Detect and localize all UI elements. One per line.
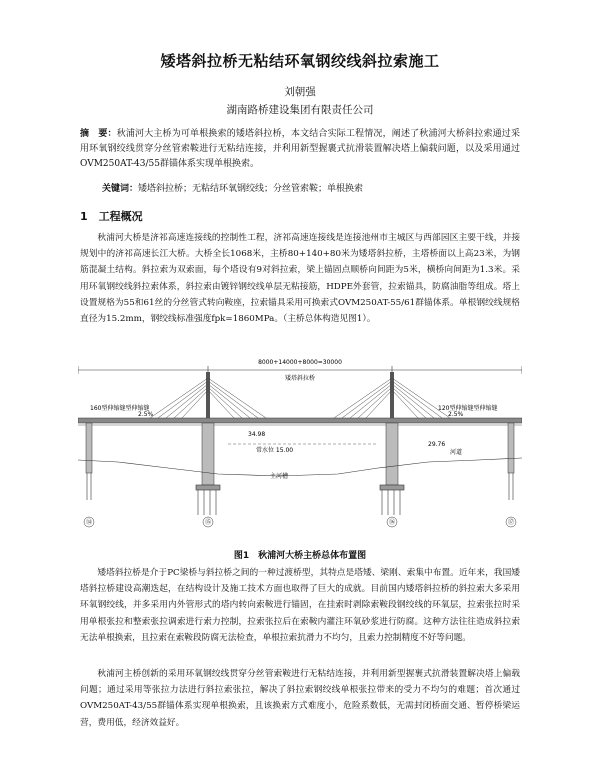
pier-mark-17: ⑰	[507, 519, 515, 526]
low-water-label: 29.76	[428, 441, 446, 448]
paragraph-3: 秋浦河主桥创新的采用环氧钢绞线贯穿分丝管索鞍进行无粘结连接，并利用新型握裹式抗滑装置解决塔上偏载问题；通过采用等张拉力法进行斜拉索张拉，解决了斜拉索钢绞线单根张拉带来的受力不均匀的难题；首次通过OVM250AT-43/55群锚体系实现单根换索，且该换索方式难度小，危险系数低，无需封闭桥面交通、暂停桥梁运营，费用低，经济效益好。	[80, 669, 520, 728]
pier-markers	[84, 517, 516, 527]
keywords-text: 矮塔斜拉桥；无粘结环氧钢绞线；分丝管索鞍；单根换索	[138, 184, 364, 194]
slope-right-label: 2.5%	[448, 411, 464, 418]
keywords	[102, 182, 522, 196]
paper-title: 矮塔斜拉桥无粘结环氧钢绞线斜拉索施工	[160, 52, 440, 70]
pile-foundations	[87, 473, 513, 515]
keywords-label: 关键词：	[102, 184, 139, 194]
abstract	[80, 127, 520, 172]
span-dimension-label: 8000+14000+8000=30000	[258, 359, 342, 366]
author-name: 刘朝强	[284, 86, 316, 98]
right-joint-label: 120型伸缩缝型伸缩缝	[438, 405, 498, 412]
paragraph-1: 秋浦河大桥是济祁高速连接线的控制性工程，济祁高速连接线是连接池州市主城区与西部园区主要干线，并接规划中的济祁高速长江大桥。大桥全长1068米，主桥80+140+80米为矮塔斜拉桥，主塔桥面以上高23米，为钢筋混凝土结构。斜拉索为双索面，每个塔设有9对斜拉索，梁上锚固点顺桥向间距为5米，横桥向间距为1.3米。采用环氧钢绞线斜拉索体系，斜拉索由镀锌钢绞线单层无粘接筋，HDPE外套管，拉索锚具，防腐油脂等组成。塔上设置规格为55和61丝的分丝管式转向鞍座，拉索锚具采用可换索式OVM250AT-55/61群锚体系。单根钢绞线规格直径为15.2mm，钢绞线标准强度fpk=1860MPa。（主桥总体构造见图1）。	[80, 233, 520, 325]
ground-profile	[78, 458, 522, 476]
paragraph-2: 矮塔斜拉桥是介于PC梁桥与斜拉桥之间的一种过渡桥型，其特点是塔矮、梁刚、索集中布置。近年来，我国矮塔斜拉桥建设高潮迭起，在结构设计及施工技术方面也取得了巨大的成就。目前国内矮塔斜拉桥的斜拉索大多采用环氧钢绞线，并多采用内外管形式的塔内转向索鞍进行锚固，在挂索时剥除索鞍段钢绞线的环氧层，拉索张拉时采用单根张拉和整索张拉调索进行索力控制，拉索张拉后在索鞍内灌注环氧砂浆进行防腐。这种方法往往造成斜拉索无法单根换索，且拉索在索鞍段防腐无法检查，单根拉索抗滑力不均匀，且索力控制精度不好等问题。	[80, 568, 520, 643]
author-affiliation: 湖南路桥建设集团有限责任公司	[226, 104, 374, 116]
pier-mark-16: ⑯	[388, 519, 396, 526]
bridge-subtitle: 矮塔斜拉桥	[284, 375, 316, 382]
elevation-label: 34.98	[248, 431, 266, 438]
water-level-label: 常水位 15.00	[256, 447, 294, 454]
slope-left-label: 2.5%	[138, 411, 154, 418]
river-channel-label: 主河槽	[270, 473, 289, 480]
abstract-text: 秋浦河大主桥为可单根换索的矮塔斜拉桥，本文结合实际工程情况，阐述了秋浦河大桥斜拉索通过采用环氧钢绞线贯穿分丝管索鞍进行无粘结连接，并利用新型握裹式抗滑装置解决塔上偏载问题，以及采用通过OVM250AT-43/55群锚体系实现单根换索。	[80, 129, 520, 169]
pier-mark-15: ⑮	[204, 519, 212, 526]
pier-mark-14: ⑭	[85, 519, 93, 526]
figure-caption: 图1 秋浦河大桥主桥总体布置图	[233, 551, 367, 561]
river-right-label: 河道	[450, 449, 463, 456]
abstract-label: 摘 要：	[80, 129, 117, 139]
left-joint-label: 160型伸缩缝型伸缩缝	[90, 405, 150, 412]
section-heading: 1 工程概况	[80, 210, 143, 223]
bridge-deck	[78, 418, 522, 423]
bridge-elevation-figure	[78, 350, 522, 530]
